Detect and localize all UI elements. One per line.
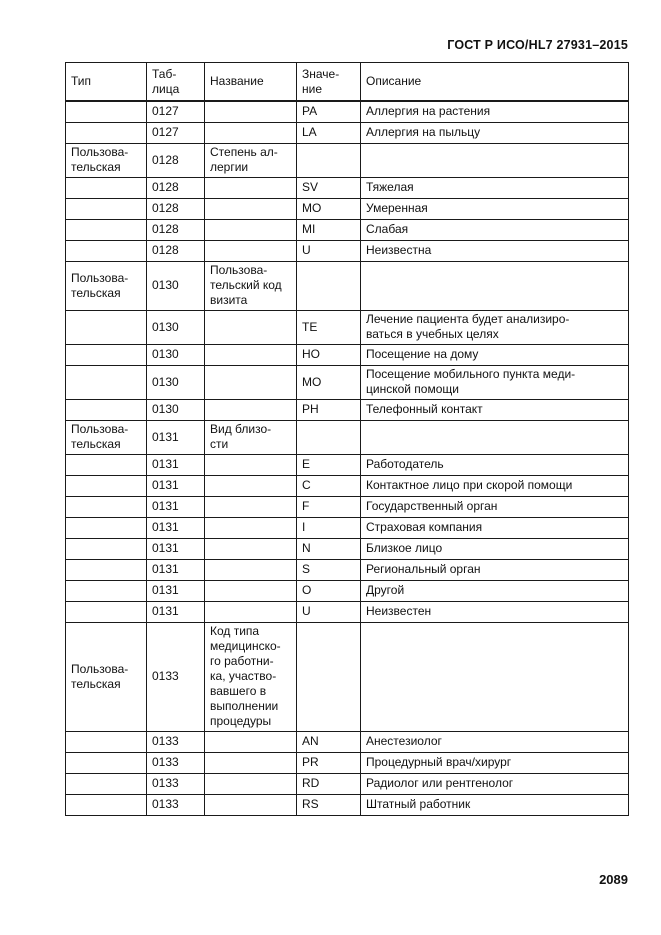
cell-description: Штатный работник xyxy=(361,795,629,816)
cell-value: U xyxy=(297,241,361,262)
cell-type xyxy=(66,400,147,421)
cell-type xyxy=(66,518,147,539)
table-row xyxy=(66,199,629,220)
cell-name xyxy=(205,753,297,774)
cell-type: Пользова- тельская xyxy=(66,421,147,455)
table-row xyxy=(66,311,629,345)
cell-description: Работодатель xyxy=(361,455,629,476)
cell-description xyxy=(361,421,629,455)
cell-description xyxy=(361,262,629,311)
cell-table: 0133 xyxy=(147,732,205,753)
cell-name: Вид близо- сти xyxy=(205,421,297,455)
cell-value: LA xyxy=(297,123,361,144)
table-row xyxy=(66,560,629,581)
cell-table: 0128 xyxy=(147,241,205,262)
cell-value: N xyxy=(297,539,361,560)
cell-name xyxy=(205,199,297,220)
cell-value: E xyxy=(297,455,361,476)
table-row xyxy=(66,602,629,623)
cell-value: PH xyxy=(297,400,361,421)
header-description xyxy=(361,63,629,102)
table-row xyxy=(66,623,629,732)
cell-value: MO xyxy=(297,366,361,400)
cell-value xyxy=(297,421,361,455)
cell-description: Телефонный контакт xyxy=(361,400,629,421)
cell-type xyxy=(66,366,147,400)
cell-name xyxy=(205,602,297,623)
cell-name xyxy=(205,455,297,476)
cell-description: Анестезиолог xyxy=(361,732,629,753)
cell-value: AN xyxy=(297,732,361,753)
header-value-label: Значе- ние xyxy=(302,66,340,96)
cell-value: RS xyxy=(297,795,361,816)
cell-description: Слабая xyxy=(361,220,629,241)
cell-description: Процедурный врач/хирург xyxy=(361,753,629,774)
cell-description xyxy=(361,144,629,178)
table-row xyxy=(66,518,629,539)
header-type-label: Тип xyxy=(71,74,92,88)
cell-type xyxy=(66,178,147,199)
cell-name xyxy=(205,345,297,366)
cell-name xyxy=(205,101,297,123)
cell-value: TE xyxy=(297,311,361,345)
cell-table: 0128 xyxy=(147,220,205,241)
cell-type xyxy=(66,560,147,581)
table-row xyxy=(66,497,629,518)
cell-name xyxy=(205,795,297,816)
table-row xyxy=(66,455,629,476)
cell-name xyxy=(205,539,297,560)
cell-description: Неизвестен xyxy=(361,602,629,623)
cell-description: Посещение на дому xyxy=(361,345,629,366)
cell-description: Государственный орган xyxy=(361,497,629,518)
cell-description: Аллергия на растения xyxy=(361,101,629,123)
cell-name xyxy=(205,400,297,421)
cell-value: S xyxy=(297,560,361,581)
cell-value xyxy=(297,262,361,311)
cell-value: MO xyxy=(297,199,361,220)
cell-value xyxy=(297,144,361,178)
cell-value: RD xyxy=(297,774,361,795)
table-row xyxy=(66,220,629,241)
cell-table: 0133 xyxy=(147,753,205,774)
cell-value: C xyxy=(297,476,361,497)
cell-table: 0128 xyxy=(147,144,205,178)
cell-description: Умеренная xyxy=(361,199,629,220)
cell-description: Радиолог или рентгенолог xyxy=(361,774,629,795)
cell-name xyxy=(205,497,297,518)
cell-name: Пользова- тельский код визита xyxy=(205,262,297,311)
table-row xyxy=(66,753,629,774)
cell-type: Пользова- тельская xyxy=(66,144,147,178)
cell-name xyxy=(205,581,297,602)
cell-type: Пользова- тельская xyxy=(66,623,147,732)
cell-table: 0133 xyxy=(147,623,205,732)
cell-name xyxy=(205,518,297,539)
cell-description: Аллергия на пыльцу xyxy=(361,123,629,144)
cell-name xyxy=(205,220,297,241)
cell-table: 0133 xyxy=(147,795,205,816)
table-row xyxy=(66,476,629,497)
header-type xyxy=(66,63,147,102)
cell-description: Региональный орган xyxy=(361,560,629,581)
header-name-label: Название xyxy=(210,74,264,88)
table-row xyxy=(66,581,629,602)
cell-name xyxy=(205,311,297,345)
cell-table: 0131 xyxy=(147,455,205,476)
cell-table: 0130 xyxy=(147,400,205,421)
cell-type xyxy=(66,753,147,774)
cell-value: HO xyxy=(297,345,361,366)
cell-description: Страховая компания xyxy=(361,518,629,539)
cell-type xyxy=(66,732,147,753)
cell-value: SV xyxy=(297,178,361,199)
cell-description: Контактное лицо при скорой помощи xyxy=(361,476,629,497)
cell-type xyxy=(66,101,147,123)
table-row xyxy=(66,345,629,366)
cell-name xyxy=(205,560,297,581)
table-row xyxy=(66,144,629,178)
cell-table: 0131 xyxy=(147,539,205,560)
cell-table: 0130 xyxy=(147,345,205,366)
table-row xyxy=(66,366,629,400)
table-row xyxy=(66,421,629,455)
cell-value: MI xyxy=(297,220,361,241)
cell-type xyxy=(66,311,147,345)
header-table-label: Таб- лица xyxy=(152,66,180,96)
cell-name xyxy=(205,732,297,753)
cell-type xyxy=(66,220,147,241)
cell-table: 0131 xyxy=(147,560,205,581)
header-description-label: Описание xyxy=(366,74,422,88)
cell-type xyxy=(66,455,147,476)
cell-table: 0130 xyxy=(147,262,205,311)
cell-description: Тяжелая xyxy=(361,178,629,199)
cell-table: 0128 xyxy=(147,199,205,220)
cell-name xyxy=(205,476,297,497)
cell-table: 0131 xyxy=(147,497,205,518)
cell-description xyxy=(361,623,629,732)
cell-type xyxy=(66,795,147,816)
table-header-row xyxy=(66,63,629,102)
page-number: 2089 xyxy=(599,872,628,887)
cell-table: 0131 xyxy=(147,518,205,539)
cell-name xyxy=(205,366,297,400)
cell-type xyxy=(66,539,147,560)
cell-description: Другой xyxy=(361,581,629,602)
table-row xyxy=(66,539,629,560)
cell-type xyxy=(66,774,147,795)
header-table xyxy=(147,63,205,102)
table-row xyxy=(66,400,629,421)
cell-table: 0131 xyxy=(147,421,205,455)
cell-name xyxy=(205,178,297,199)
standard-header: ГОСТ Р ИСО/HL7 27931–2015 xyxy=(447,38,628,52)
cell-table: 0131 xyxy=(147,581,205,602)
cell-type: Пользова- тельская xyxy=(66,262,147,311)
cell-value: PR xyxy=(297,753,361,774)
table-row xyxy=(66,795,629,816)
code-table xyxy=(65,62,629,816)
table-row xyxy=(66,732,629,753)
cell-type xyxy=(66,581,147,602)
cell-type xyxy=(66,123,147,144)
cell-table: 0127 xyxy=(147,101,205,123)
cell-name xyxy=(205,774,297,795)
cell-table: 0130 xyxy=(147,366,205,400)
cell-name: Код типа медицинско- го работни- ка, участво- вавшего в выполнении процедуры xyxy=(205,623,297,732)
cell-table: 0128 xyxy=(147,178,205,199)
table-row xyxy=(66,262,629,311)
cell-name xyxy=(205,241,297,262)
cell-description: Неизвестна xyxy=(361,241,629,262)
cell-value: F xyxy=(297,497,361,518)
cell-type xyxy=(66,345,147,366)
cell-description: Лечение пациента будет анализиро- ваться в учебных целях xyxy=(361,311,629,345)
cell-description: Посещение мобильного пункта меди- цинской помощи xyxy=(361,366,629,400)
header-name xyxy=(205,63,297,102)
cell-table: 0131 xyxy=(147,602,205,623)
cell-description: Близкое лицо xyxy=(361,539,629,560)
table-row xyxy=(66,123,629,144)
cell-value: I xyxy=(297,518,361,539)
cell-value: PA xyxy=(297,101,361,123)
cell-name xyxy=(205,123,297,144)
cell-table: 0130 xyxy=(147,311,205,345)
table-row xyxy=(66,178,629,199)
table-row xyxy=(66,774,629,795)
cell-table: 0133 xyxy=(147,774,205,795)
table-row xyxy=(66,241,629,262)
cell-type xyxy=(66,476,147,497)
cell-type xyxy=(66,199,147,220)
cell-type xyxy=(66,497,147,518)
cell-value: O xyxy=(297,581,361,602)
cell-type xyxy=(66,602,147,623)
table-row xyxy=(66,101,629,123)
header-value xyxy=(297,63,361,102)
cell-value xyxy=(297,623,361,732)
cell-name: Степень ал- лергии xyxy=(205,144,297,178)
cell-table: 0131 xyxy=(147,476,205,497)
cell-value: U xyxy=(297,602,361,623)
cell-type xyxy=(66,241,147,262)
cell-table: 0127 xyxy=(147,123,205,144)
